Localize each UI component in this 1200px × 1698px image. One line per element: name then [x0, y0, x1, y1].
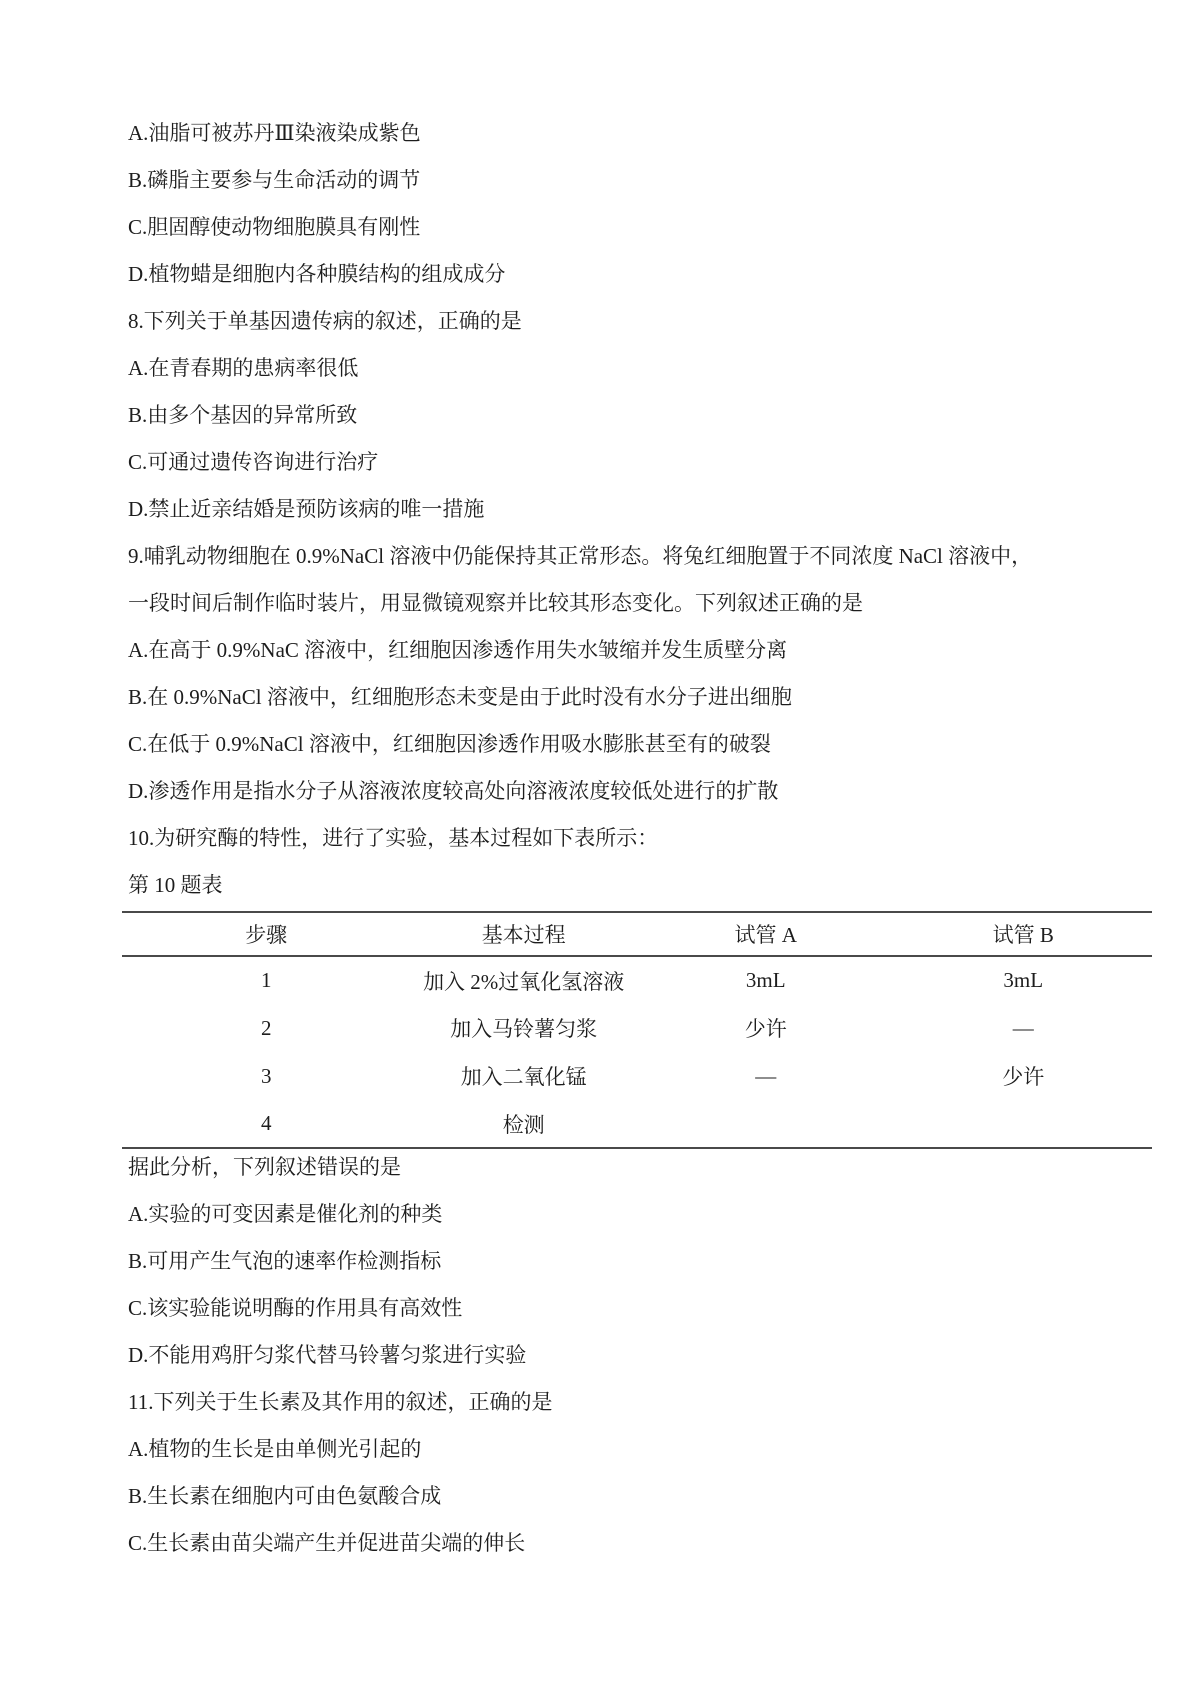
table-row-2	[122, 1004, 1152, 1052]
question-9-option-a: A.在高于 0.9%NaC 溶液中，红细胞因渗透作用失水皱缩并发生质壁分离	[128, 638, 788, 662]
table-header-tube-b: 试管 B	[894, 912, 1152, 956]
table-cell: 检测	[502, 1112, 545, 1137]
question-10-stem: 10.为研究酶的特性，进行了实验，基本过程如下表所示：	[128, 826, 659, 850]
question-10-option-d: D.不能用鸡肝匀浆代替马铃薯匀浆进行实验	[128, 1343, 527, 1367]
question-9-option-d: D.渗透作用是指水分子从溶液浓度较高处向溶液浓度较低处进行的扩散	[128, 779, 779, 803]
table-header-row	[122, 912, 1152, 956]
option-line-b-phospholipid: B.磷脂主要参与生命活动的调节	[128, 168, 421, 192]
table-cell: 少许	[744, 1017, 787, 1041]
table-cell: 3mL	[1003, 968, 1044, 992]
option-line-c-cholesterol: C.胆固醇使动物细胞膜具有刚性	[128, 215, 421, 239]
question-11-option-a: A.植物的生长是由单侧光引起的	[128, 1437, 422, 1461]
table-header-step: 步骤	[122, 912, 410, 956]
question-8-stem: 8.下列关于单基因遗传病的叙述，正确的是	[128, 309, 522, 333]
table-header-process: 基本过程	[410, 912, 637, 956]
table-row-1	[122, 956, 1152, 1004]
table-cell: 4	[260, 1111, 272, 1135]
question-11-stem: 11.下列关于生长素及其作用的叙述，正确的是	[128, 1390, 553, 1414]
table-cell: 2	[260, 1015, 272, 1040]
table-cell: 加入 2%过氧化氢溶液	[423, 969, 625, 994]
table-cell: —	[755, 1063, 777, 1088]
table-header-tube-a: 试管 A	[637, 912, 895, 956]
question-11-option-b: B.生长素在细胞内可由色氨酸合成	[128, 1484, 442, 1508]
table-cell: —	[1012, 1015, 1034, 1040]
question-8-option-c: C.可通过遗传咨询进行治疗	[128, 450, 379, 474]
table-cell: 加入二氧化锰	[460, 1065, 587, 1089]
question-8-option-d: D.禁止近亲结婚是预防该病的唯一措施	[128, 497, 485, 521]
table-row-3	[122, 1052, 1152, 1100]
question-10-option-a: A.实验的可变因素是催化剂的种类	[128, 1202, 443, 1226]
question-10-table	[122, 911, 1152, 1149]
table-cell: 3	[260, 1063, 272, 1088]
option-line-a-lipid: A.油脂可被苏丹Ⅲ染液染成紫色	[128, 121, 421, 145]
question-9-option-c: C.在低于 0.9%NaCl 溶液中，红细胞因渗透作用吸水膨胀甚至有的破裂	[128, 732, 771, 756]
table-cell: 3mL	[745, 968, 786, 992]
question-9-stem-line2: 一段时间后制作临时装片，用显微镜观察并比较其形态变化。下列叙述正确的是	[128, 591, 863, 615]
table-cell: 少许	[1002, 1065, 1045, 1089]
question-9-option-b: B.在 0.9%NaCl 溶液中，红细胞形态未变是由于此时没有水分子进出细胞	[128, 685, 792, 709]
question-10-option-b: B.可用产生气泡的速率作检测指标	[128, 1249, 442, 1273]
question-10-followup: 据此分析，下列叙述错误的是	[128, 1155, 401, 1179]
question-10-option-c: C.该实验能说明酶的作用具有高效性	[128, 1296, 463, 1320]
table-cell: 1	[260, 968, 272, 992]
question-9-stem-line1: 9.哺乳动物细胞在 0.9%NaCl 溶液中仍能保持其正常形态。将兔红细胞置于不同浓度 NaCl 溶液中，	[128, 544, 1033, 568]
table-cell	[894, 1100, 1152, 1148]
table-cell	[637, 1100, 895, 1148]
table-row-4	[122, 1100, 1152, 1148]
table-cell: 加入马铃薯匀浆	[450, 1017, 598, 1041]
question-10-table-caption: 第 10 题表	[128, 873, 223, 897]
question-8-option-b: B.由多个基因的异常所致	[128, 403, 358, 427]
question-8-option-a: A.在青春期的患病率很低	[128, 356, 359, 380]
question-11-option-c: C.生长素由苗尖端产生并促进苗尖端的伸长	[128, 1531, 526, 1555]
option-line-d-plant-wax: D.植物蜡是细胞内各种膜结构的组成成分	[128, 262, 506, 286]
